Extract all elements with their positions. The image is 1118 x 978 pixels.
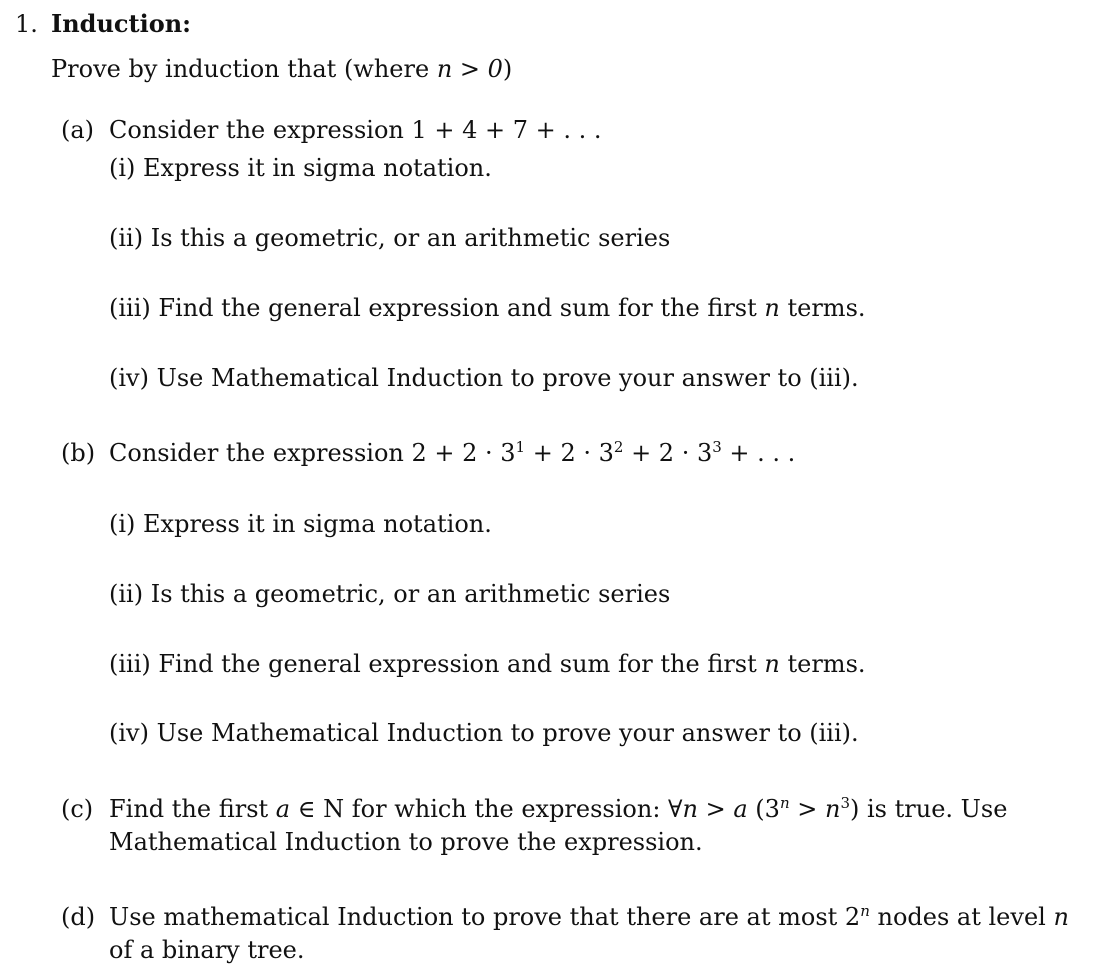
part-c-var-n: n [682, 795, 698, 823]
part-c-var-a2: a [733, 795, 748, 823]
part-c-var-n2: n [824, 795, 841, 823]
part-b-prompt-suffix: + . . . [721, 439, 796, 467]
part-d-label: (d) [61, 903, 96, 931]
part-b-iii-prefix: (iii) Find the general expression and sum for the first [109, 650, 765, 678]
section-intro [51, 55, 512, 84]
part-b-exp3: 3 [712, 438, 722, 456]
part-d-line1 [109, 903, 1069, 932]
part-b-prompt [109, 439, 795, 468]
section-title: Induction: [51, 9, 192, 38]
part-b-i: (i) Express it in sigma notation. [109, 510, 492, 538]
part-b-iii [109, 650, 866, 679]
part-c-line2: Mathematical Induction to prove the expression. [109, 828, 703, 856]
part-d-line1-prefix: Use mathematical Induction to prove that there are at most 2 [109, 903, 861, 931]
part-c-paren: (3 [747, 795, 780, 823]
part-a-iv: (iv) Use Mathematical Induction to prove your answer to (iii). [109, 364, 859, 392]
part-c-line1-mid: for which the expression: ∀ [344, 795, 683, 823]
part-a-iii-prefix: (iii) Find the general expression and sum for the first [109, 294, 765, 322]
part-c-line1-suffix: ) is true. Use [850, 795, 1008, 823]
part-b-exp1: 1 [515, 438, 526, 456]
part-d-exp-n: n [860, 902, 870, 920]
part-a-iii-var: n [764, 294, 780, 322]
part-c-line1-prefix: Find the first [109, 795, 276, 823]
part-b-iv: (iv) Use Mathematical Induction to prove your answer to (iii). [109, 719, 859, 747]
section-number: 1. [15, 10, 38, 38]
part-c-var-a: a [275, 795, 291, 823]
part-a-ii: (ii) Is this a geometric, or an arithmetic series [109, 224, 671, 252]
part-c-gt: > [697, 795, 734, 823]
part-b-mid1: + 2 · 3 [525, 439, 614, 467]
part-a-iii-suffix: terms. [779, 294, 866, 322]
part-b-iii-var: n [764, 650, 780, 678]
part-c-line1 [109, 795, 1007, 824]
part-b-ii: (ii) Is this a geometric, or an arithmetic series [109, 580, 671, 608]
part-d-line1-mid: nodes at level [869, 903, 1054, 931]
part-b-exp2: 2 [613, 438, 624, 456]
part-c-in-n: ∈ N [290, 795, 345, 823]
part-b-iii-suffix: terms. [779, 650, 866, 678]
part-a-label: (a) [61, 116, 95, 144]
part-d-line2: of a binary tree. [109, 936, 305, 964]
part-c-exp-n: n [779, 794, 790, 812]
intro-suffix: ) [502, 55, 513, 83]
part-c-label: (c) [61, 795, 94, 823]
part-a-prompt: Consider the expression 1 + 4 + 7 + . . . [109, 116, 602, 144]
part-c-gt2: > [789, 795, 825, 823]
part-d-var-n: n [1053, 903, 1069, 931]
intro-prefix: Prove by induction that (where [51, 55, 437, 83]
part-a-i: (i) Express it in sigma notation. [109, 154, 492, 182]
part-b-label: (b) [61, 439, 96, 467]
part-b-prompt-prefix: Consider the expression 2 + 2 · 3 [109, 439, 516, 467]
intro-math: n > 0 [436, 55, 503, 83]
part-b-mid2: + 2 · 3 [623, 439, 713, 467]
part-a-iii [109, 294, 866, 323]
part-c-exp3: 3 [840, 794, 850, 812]
